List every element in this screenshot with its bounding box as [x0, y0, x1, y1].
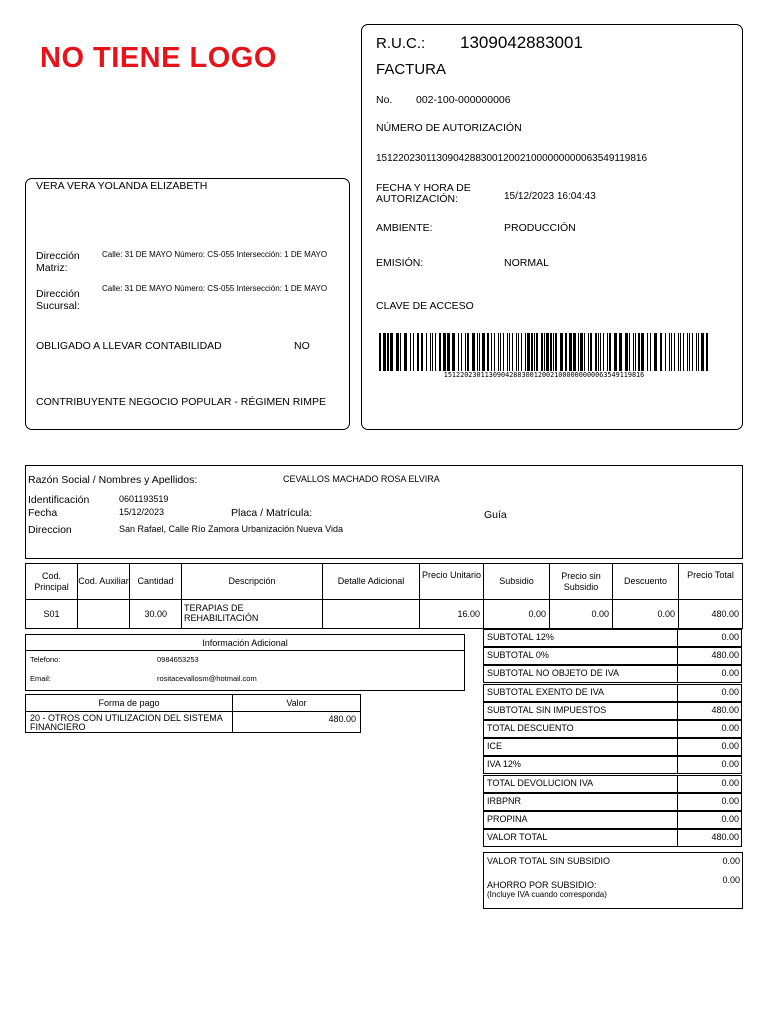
barcode-bar — [396, 333, 399, 371]
barcode-bar — [527, 333, 530, 371]
authorization-datetime-value: 15/12/2023 16:04:43 — [504, 191, 596, 202]
barcode-bar — [641, 333, 644, 371]
issuer-name: VERA VERA YOLANDA ELIZABETH — [36, 180, 208, 192]
accounting-label: OBLIGADO A LLEVAR CONTABILIDAD — [36, 340, 222, 352]
totals-value: 0.00 — [678, 793, 742, 811]
header-detalle-adicional: Detalle Adicional — [322, 563, 420, 600]
barcode-bar — [550, 333, 552, 371]
barcode-bar — [461, 333, 462, 371]
barcode-bar — [500, 333, 501, 371]
matrix-address-value: Calle: 31 DE MAYO Número: CS-055 Intersección: 1 DE MAYO — [102, 250, 328, 259]
barcode-bar — [678, 333, 679, 371]
barcode-bar — [560, 333, 563, 371]
subsidy-saving-value: 0.00 — [722, 875, 740, 885]
ruc-label: R.U.C.: — [376, 35, 426, 52]
barcode-bar — [578, 333, 579, 371]
totals-label: SUBTOTAL 0% — [483, 647, 678, 665]
totals-value: 0.00 — [678, 738, 742, 756]
totals-label: ICE — [483, 738, 678, 756]
barcode-bar — [465, 333, 466, 371]
barcode-bar — [472, 333, 475, 371]
barcode-bar — [629, 333, 630, 371]
barcode-bar — [387, 333, 389, 371]
payment-value: 480.00 — [232, 711, 361, 733]
barcode-bar — [525, 333, 526, 371]
totals-label: SUBTOTAL EXENTO DE IVA — [483, 684, 678, 702]
barcode-bar — [687, 333, 688, 371]
barcode-bar — [498, 333, 499, 371]
barcode-bar — [400, 333, 401, 371]
barcode-bar — [383, 333, 386, 371]
guide-label: Guía — [484, 509, 507, 521]
totals-row — [483, 665, 742, 683]
barcode-bar — [607, 333, 608, 371]
environment-value: PRODUCCIÓN — [504, 222, 576, 234]
barcode-bar — [671, 333, 672, 371]
row-subsidio: 0.00 — [483, 599, 550, 629]
totals-label: TOTAL DESCUENTO — [483, 720, 678, 738]
barcode-bar — [432, 333, 433, 371]
barcode-bar — [573, 333, 576, 371]
row-precio-total: 480.00 — [678, 599, 743, 629]
barcode-bar — [390, 333, 393, 371]
document-type: FACTURA — [376, 61, 447, 78]
plate-label: Placa / Matrícula: — [231, 507, 313, 519]
barcode-bar — [521, 333, 522, 371]
invoice-number-label: No. — [376, 94, 393, 106]
row-detalle-adicional — [322, 599, 420, 629]
barcode-bar — [584, 333, 585, 371]
barcode-bar — [698, 333, 699, 371]
invoice-number-value: 002-100-000000006 — [416, 94, 511, 106]
row-descuento: 0.00 — [612, 599, 679, 629]
totals-row — [483, 756, 742, 774]
phone-label: Telefono: — [30, 655, 61, 664]
row-cod-auxiliar — [77, 599, 130, 629]
header-subsidio: Subsidio — [483, 563, 550, 600]
barcode-bar — [507, 333, 508, 371]
branch-address-label: Dirección Sucursal: — [36, 288, 80, 312]
barcode-bar — [531, 333, 533, 371]
barcode-bar — [635, 333, 636, 371]
row-descripcion: TERAPIAS DE REHABILITACIÓN — [181, 599, 323, 629]
totals-value: 0.00 — [678, 720, 742, 738]
barcode-bar — [665, 333, 666, 371]
authorization-label: NÚMERO DE AUTORIZACIÓN — [376, 122, 522, 134]
barcode-bar — [580, 333, 583, 371]
customer-name-value: CEVALLOS MACHADO ROSA ELVIRA — [283, 474, 440, 484]
barcode-bar — [447, 333, 450, 371]
totals-value: 0.00 — [678, 665, 742, 683]
subsidy-saving-note: (Incluye IVA cuando corresponda) — [487, 890, 607, 899]
header-precio-unitario: Precio Unitario — [419, 563, 484, 600]
totals-value: 0.00 — [678, 684, 742, 702]
barcode-bar — [647, 333, 648, 371]
barcode-bar — [683, 333, 684, 371]
barcode-bar — [619, 333, 622, 371]
barcode-bar — [701, 333, 704, 371]
emission-value: NORMAL — [504, 257, 549, 269]
barcode-bar — [491, 333, 492, 371]
totals-value: 480.00 — [678, 829, 742, 847]
date-value: 15/12/2023 — [119, 507, 165, 517]
totals-value: 0.00 — [678, 756, 742, 774]
barcode-bar — [595, 333, 597, 371]
barcode-bar — [650, 333, 651, 371]
barcode-bar — [555, 333, 557, 371]
emission-label: EMISIÓN: — [376, 257, 424, 269]
barcode-bar — [569, 333, 572, 371]
email-value: rositacevallosm@hotmail.com — [157, 674, 257, 683]
totals-row — [483, 738, 742, 756]
total-without-subsidy-value: 0.00 — [722, 856, 740, 866]
row-precio-sin-subsidio: 0.00 — [549, 599, 613, 629]
barcode-bar — [588, 333, 589, 371]
barcode-bar — [458, 333, 459, 371]
header-cod-auxiliar: Cod. Auxiliar — [77, 563, 130, 600]
subsidy-box — [483, 852, 743, 909]
barcode-text: 1512202301130904288300120021000000000063549119816 — [443, 371, 645, 379]
totals-row — [483, 702, 742, 720]
totals-row — [483, 647, 742, 665]
barcode-bar — [680, 333, 681, 371]
totals-row — [483, 720, 742, 738]
barcode-bar — [565, 333, 567, 371]
totals-value: 0.00 — [678, 775, 742, 793]
identification-label: Identificación — [28, 494, 90, 506]
totals-value: 0.00 — [678, 811, 742, 829]
address-value: San Rafael, Calle Río Zamora Urbanización Nueva Vida — [119, 524, 343, 534]
barcode-bar — [421, 333, 423, 371]
branch-address-value: Calle: 31 DE MAYO Número: CS-055 Intersección: 1 DE MAYO — [102, 284, 328, 293]
header-cantidad: Cantidad — [129, 563, 182, 600]
barcode-bar — [417, 333, 419, 371]
header-descripcion: Descripción — [181, 563, 323, 600]
totals-row — [483, 793, 742, 811]
address-label: Direccion — [28, 524, 72, 536]
barcode-bar — [477, 333, 478, 371]
payment-method: 20 - OTROS CON UTILIZACION DEL SISTEMA FINANCIERO — [25, 711, 233, 733]
issuer-info-box — [25, 178, 350, 430]
totals-label: SUBTOTAL NO OBJETO DE IVA — [483, 665, 678, 683]
accounting-value: NO — [294, 340, 310, 352]
logo-placeholder-text: NO TIENE LOGO — [40, 42, 277, 74]
totals-label: VALOR TOTAL — [483, 829, 678, 847]
barcode-bar — [541, 333, 543, 371]
barcode-bar — [590, 333, 592, 371]
totals-label: SUBTOTAL 12% — [483, 629, 678, 647]
barcode-bar — [410, 333, 411, 371]
totals-value: 480.00 — [678, 647, 742, 665]
barcode-bar — [452, 333, 455, 371]
barcode-bar — [598, 333, 599, 371]
matrix-address-label: Dirección Matriz: — [36, 250, 80, 274]
payment-value-header: Valor — [232, 694, 361, 712]
total-without-subsidy-label: VALOR TOTAL SIN SUBSIDIO — [487, 856, 611, 866]
identification-value: 0601193519 — [119, 494, 169, 504]
barcode-bar — [518, 333, 519, 371]
additional-info-box — [25, 634, 465, 691]
totals-value: 480.00 — [678, 702, 742, 720]
barcode-bar — [706, 333, 708, 371]
barcode-bar — [696, 333, 697, 371]
payment-method-header: Forma de pago — [25, 694, 233, 712]
barcode-bar — [614, 333, 617, 371]
barcode-bar — [669, 333, 670, 371]
header-descuento: Descuento — [612, 563, 679, 600]
barcode-bar — [494, 333, 495, 371]
totals-row — [483, 775, 742, 793]
access-key-label: CLAVE DE ACCESO — [376, 300, 474, 312]
additional-info-title: Información Adicional — [26, 635, 464, 651]
barcode-bar — [536, 333, 538, 371]
totals-label: TOTAL DEVOLUCION IVA — [483, 775, 678, 793]
totals-value: 0.00 — [678, 629, 742, 647]
row-cantidad: 30.00 — [129, 599, 182, 629]
barcode-bar — [633, 333, 634, 371]
totals-row — [483, 629, 742, 647]
customer-info-box — [25, 465, 743, 559]
barcode-bar — [544, 333, 545, 371]
row-precio-unitario: 16.00 — [419, 599, 484, 629]
barcode-bar — [487, 333, 489, 371]
totals-row — [483, 684, 742, 702]
barcode-bar — [467, 333, 469, 371]
barcode-bar — [638, 333, 640, 371]
barcode-bar — [503, 333, 504, 371]
barcode-bar — [404, 333, 407, 371]
customer-name-label: Razón Social / Nombres y Apellidos: — [28, 474, 198, 486]
authorization-number: 1512202301130904288300120021000000000063549119816 — [376, 153, 648, 164]
barcode-bar — [600, 333, 601, 371]
totals-row — [483, 811, 742, 829]
email-label: Email: — [30, 674, 51, 683]
subsidy-saving-label: AHORRO POR SUBSIDIO: — [487, 880, 597, 890]
barcode-bar — [413, 333, 414, 371]
barcode-bar — [609, 333, 611, 371]
environment-label: AMBIENTE: — [376, 222, 433, 234]
barcode-bar — [516, 333, 517, 371]
totals-label: PROPINA — [483, 811, 678, 829]
barcode-bar — [553, 333, 554, 371]
header-precio-sin-subsidio: Precio sin Subsidio — [549, 563, 613, 600]
barcode-bar — [689, 333, 690, 371]
totals-label: SUBTOTAL SIN IMPUESTOS — [483, 702, 678, 720]
barcode-bar — [692, 333, 693, 371]
barcode-bar — [439, 333, 441, 371]
barcode-bar — [534, 333, 535, 371]
barcode-bar — [509, 333, 510, 371]
totals-label: IRBPNR — [483, 793, 678, 811]
barcode-bar — [546, 333, 549, 371]
barcode-bar — [603, 333, 604, 371]
barcode-bar — [625, 333, 628, 371]
totals-row — [483, 829, 742, 847]
barcode-bar — [435, 333, 436, 371]
regime-text: CONTRIBUYENTE NEGOCIO POPULAR - RÉGIMEN RIMPE — [36, 396, 326, 408]
row-cod-principal: S01 — [25, 599, 78, 629]
invoice-info-box — [361, 24, 743, 430]
barcode-bar — [426, 333, 427, 371]
barcode-bar — [482, 333, 485, 371]
phone-value: 0984653253 — [157, 655, 199, 664]
barcode — [379, 333, 709, 371]
authorization-datetime-label: FECHA Y HORA DE AUTORIZACIÓN: — [376, 182, 471, 205]
ruc-value: 1309042883001 — [460, 33, 583, 52]
barcode-bar — [674, 333, 675, 371]
barcode-bar — [512, 333, 513, 371]
totals-label: IVA 12% — [483, 756, 678, 774]
barcode-bar — [654, 333, 657, 371]
header-precio-total: Precio Total — [678, 563, 743, 600]
barcode-bar — [379, 333, 381, 371]
barcode-bar — [660, 333, 662, 371]
barcode-bar — [443, 333, 446, 371]
barcode-bar — [479, 333, 480, 371]
barcode-bar — [430, 333, 431, 371]
date-label: Fecha — [28, 507, 58, 519]
header-cod-principal: Cod. Principal — [25, 563, 78, 600]
